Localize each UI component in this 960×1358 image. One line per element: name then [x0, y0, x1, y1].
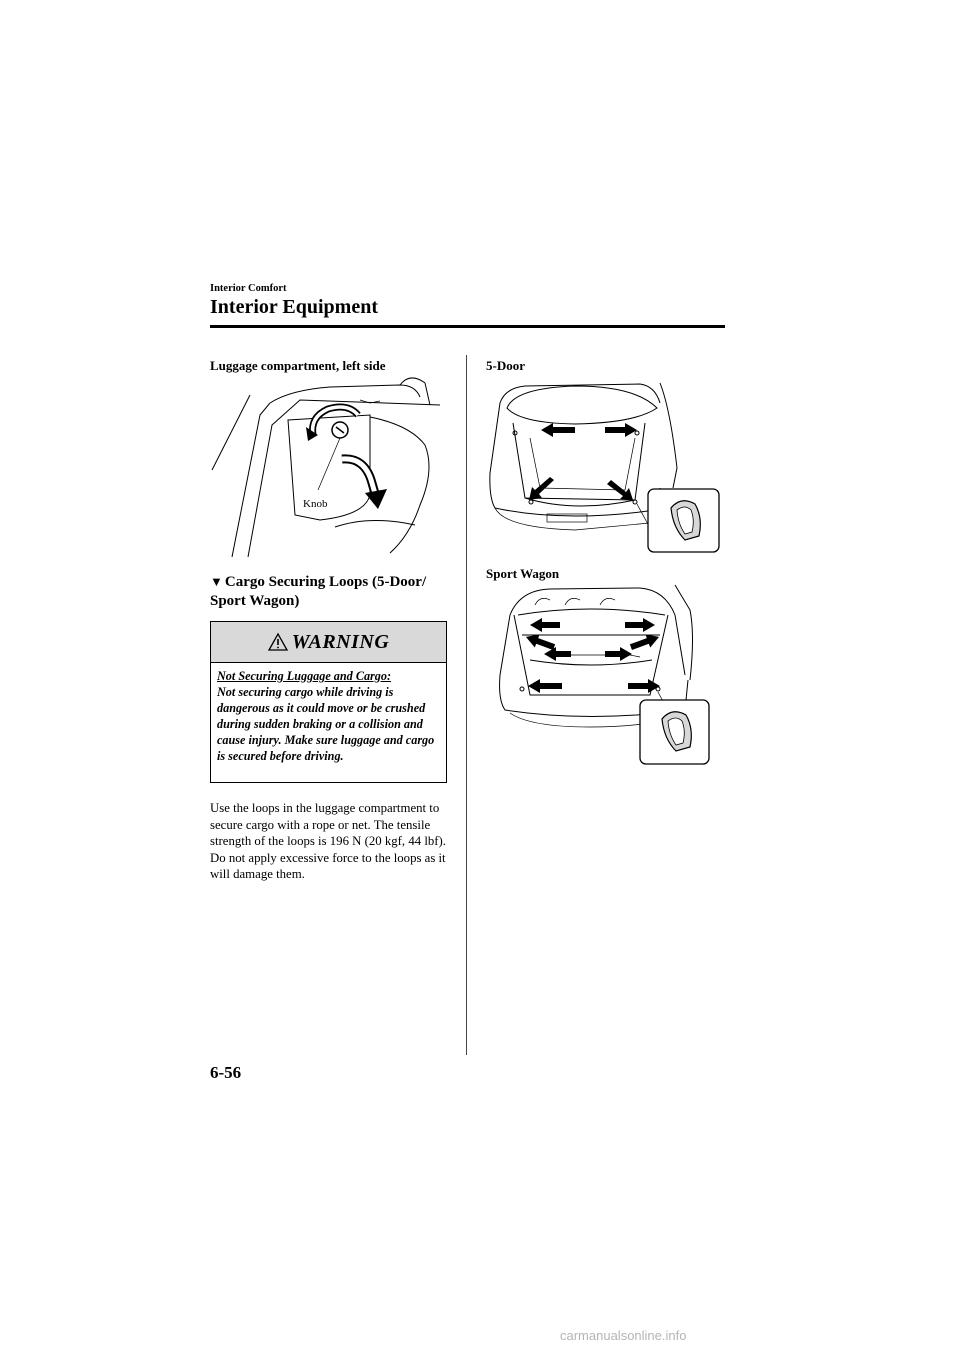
column-divider — [466, 355, 467, 1055]
page-number: 6-56 — [210, 1063, 242, 1082]
five-door-cargo-illustration — [485, 378, 725, 558]
warning-label: WARNING — [291, 630, 390, 653]
body-paragraph: Use the loops in the luggage compartment to secure cargo with a rope or net. The tensile strength of the loops is 196 N (20 kgf, 44 lbf). Do not apply excessive force to the loops as it will damage them. — [210, 801, 447, 881]
figure-caption-left-side: Luggage compartment, left side — [210, 358, 386, 373]
warning-text: Not securing cargo while driving is dangerous as it could move or be crushed during sudden braking or a collision and cause injury. Make sure luggage and cargo is secured before driving. — [217, 685, 435, 763]
warning-body — [211, 663, 446, 764]
page-title: Interior Equipment — [210, 296, 378, 318]
warning-header — [211, 622, 446, 663]
luggage-compartment-illustration — [210, 375, 460, 560]
warning-triangle-icon — [268, 633, 288, 651]
warning-box — [210, 621, 447, 783]
watermark: carmanualsonline.info — [560, 1328, 687, 1343]
warning-subhead: Not Securing Luggage and Cargo: — [217, 669, 392, 683]
figure-caption-5-door: 5-Door — [486, 358, 525, 373]
figure-caption-sport-wagon: Sport Wagon — [486, 566, 560, 581]
section-label: Interior Comfort — [210, 283, 287, 294]
knob-label: Knob — [303, 498, 328, 510]
sport-wagon-cargo-illustration — [490, 585, 720, 770]
cargo-loops-heading — [210, 572, 460, 611]
triangle-down-icon: ▼ — [210, 574, 223, 589]
title-rule — [210, 325, 725, 328]
cargo-loops-heading-text: Cargo Securing Loops (5-Door/ Sport Wagon) — [210, 574, 427, 609]
